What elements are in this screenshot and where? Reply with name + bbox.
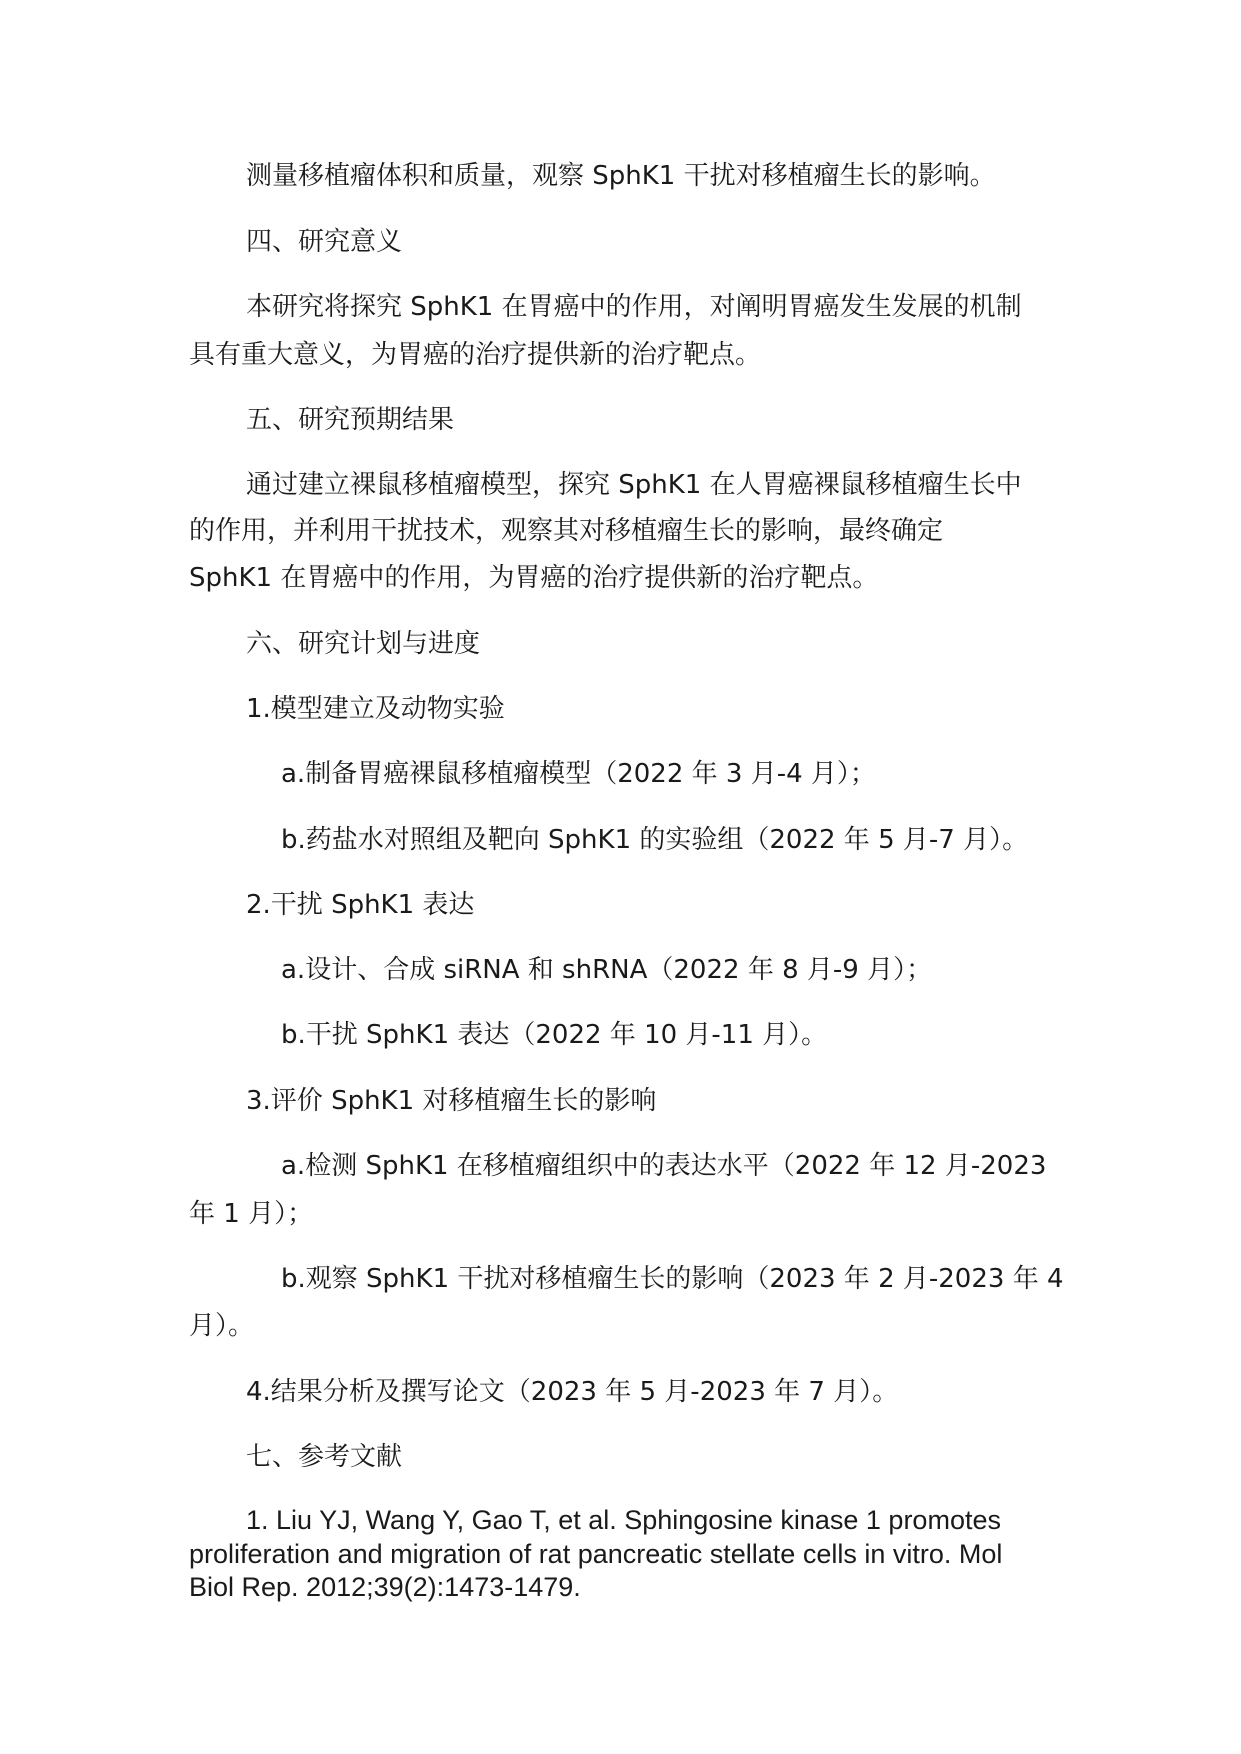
text-line: SphK1 在胃癌中的作用，为胃癌的治疗提供新的治疗靶点。 — [189, 563, 879, 593]
reference-line: 1. Liu YJ, Wang Y, Gao T, et al. Sphingosine kinase 1 promotes — [246, 1505, 1001, 1535]
section-heading-plan: 六、研究计划与进度 — [246, 629, 481, 659]
text-line: 本研究将探究 SphK1 在胃癌中的作用，对阐明胃癌发生发展的机制 — [246, 292, 1022, 322]
reference-line: proliferation and migration of rat pancreatic stellate cells in vitro. Mol — [189, 1539, 1003, 1569]
plan-item-3: 3.评价 SphK1 对移植瘤生长的影响 — [246, 1086, 657, 1116]
plan-subitem: a.设计、合成 siRNA 和 shRNA（2022 年 8 月-9 月）； — [281, 955, 933, 985]
plan-subitem-continued: 月）。 — [189, 1311, 255, 1341]
text-line: 测量移植瘤体积和质量，观察 SphK1 干扰对移植瘤生长的影响。 — [246, 161, 996, 191]
plan-subitem: a.检测 SphK1 在移植瘤组织中的表达水平（2022 年 12 月-2023 — [281, 1151, 1047, 1181]
reference-line: Biol Rep. 2012;39(2):1473-1479. — [189, 1572, 581, 1602]
section-heading-significance: 四、研究意义 — [246, 227, 403, 257]
plan-subitem: b.观察 SphK1 干扰对移植瘤生长的影响（2023 年 2 月-2023 年 4 — [281, 1264, 1064, 1294]
plan-item-1: 1.模型建立及动物实验 — [246, 694, 505, 724]
plan-item-2: 2.干扰 SphK1 表达 — [246, 890, 475, 920]
plan-item-4: 4.结果分析及撰写论文（2023 年 5 月-2023 年 7 月）。 — [246, 1377, 899, 1407]
text-line: 的作用，并利用干扰技术，观察其对移植瘤生长的影响，最终确定 — [189, 516, 944, 546]
plan-subitem: b.干扰 SphK1 表达（2022 年 10 月-11 月）。 — [281, 1020, 828, 1050]
section-heading-references: 七、参考文献 — [246, 1442, 403, 1472]
section-heading-expected-results: 五、研究预期结果 — [246, 405, 455, 435]
text-line: 具有重大意义，为胃癌的治疗提供新的治疗靶点。 — [189, 340, 762, 370]
plan-subitem-continued: 年 1 月）； — [189, 1199, 314, 1229]
plan-subitem: a.制备胃癌裸鼠移植瘤模型（2022 年 3 月-4 月）； — [281, 759, 876, 789]
plan-subitem: b.药盐水对照组及靶向 SphK1 的实验组（2022 年 5 月-7 月）。 — [281, 825, 1029, 855]
text-line: 通过建立裸鼠移植瘤模型，探究 SphK1 在人胃癌裸鼠移植瘤生长中 — [246, 470, 1022, 500]
